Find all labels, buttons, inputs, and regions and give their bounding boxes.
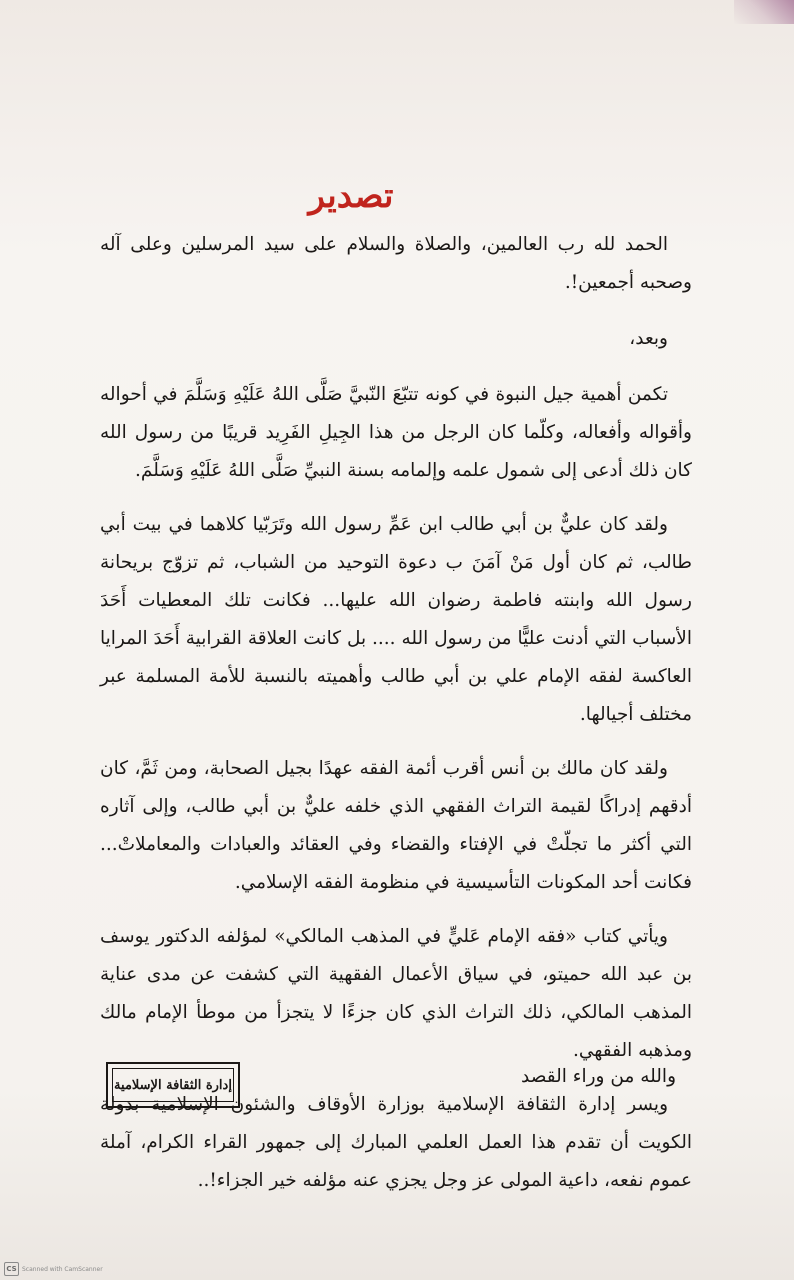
- paragraph-5: ويسر إدارة الثقافة الإسلامية بوزارة الأوقاف والشئون الإسلامية بدولة الكويت أن تقدم هذا العمل العلمي المبارك إلى جمهور القراء الكرام، آملة عموم نفعه، داعية المولى عز وجل يجزي عنه مؤلفه خير الجزاء!..: [100, 1094, 692, 1191]
- camscanner-icon: CS: [4, 1262, 19, 1276]
- publisher-stamp: [106, 1062, 240, 1108]
- wabad-line: وبعد،: [629, 328, 668, 349]
- scanner-label: Scanned with CamScanner: [22, 1265, 103, 1273]
- paragraph-1: تكمن أهمية جيل النبوة في كونه تتبّعَ النّبيَّ صَلَّى اللهُ عَلَيْهِ وَسَلَّمَ في أحواله وأقواله وأفعاله، وكلّما كان الرجل من هذا الجِيلِ الفَرِيد قريبًا من رسول الله كان ذلك أدعى إلى شمول علمه وإلمامه بسنة النبيِّ صَلَّى اللهُ عَلَيْهِ وَسَلَّمَ.: [100, 384, 692, 481]
- paragraph-3: ولقد كان مالك بن أنس أقرب أئمة الفقه عهدًا بجيل الصحابة، ومن ثَمَّ، كان أدقهم إدراكًا لقيمة التراث الفقهي الذي خلفه عليٌّ بن أبي طالب، وإلى آثاره التي أكثر ما تجلّتْ في الإفتاء والقضاء وفي العقائد والعبادات والمعاملاتْ... فكانت أحد المكونات التأسيسية في منظومة الفقه الإسلامي.: [100, 758, 692, 893]
- paragraph-2: ولقد كان عليٌّ بن أبي طالب ابن عَمِّ رسول الله وتَرَبّيا كلاهما في بيت أبي طالب، ثم كان أول مَنْ آمَنَ ب دعوة التوحيد من الشباب، ثم تزوّج بريحانة رسول الله وابنته فاطمة رضوان الله عليها... فكانت تلك المعطيات أَحَدَ الأسباب التي أدنت عليًّا من رسول الله .... بل كانت العلاقة القرابية أَحَدَ المرايا العاكسة لفقه الإمام علي بن أبي طالب وأهميته بالنسبة للأمة المسلمة عبر مختلف أجيالها.: [100, 514, 692, 725]
- document-body: [100, 176, 692, 1200]
- corner-tint: [734, 0, 794, 24]
- greeting-paragraph: الحمد لله رب العالمين، والصلاة والسلام على سيد المرسلين وعلى آله وصحبه أجمعين!.: [100, 234, 692, 293]
- closing-line: والله من وراء القصد: [521, 1066, 676, 1087]
- paragraph-4: ويأتي كتاب «فقه الإمام عَليٍّ في المذهب المالكي» لمؤلفه الدكتور يوسف بن عبد الله حميتو، في سياق الأعمال الفقهية التي كشفت عن مدى عناية المذهب المالكي، ذلك التراث الذي كان جزءًا لا يتجزأ من موطأ الإمام مالك ومذهبه الفقهي.: [100, 926, 692, 1061]
- stamp-text: إدارة الثقافة الإسلامية: [112, 1068, 234, 1102]
- scanner-watermark: [4, 1262, 103, 1276]
- page-title: تصدير: [308, 176, 394, 216]
